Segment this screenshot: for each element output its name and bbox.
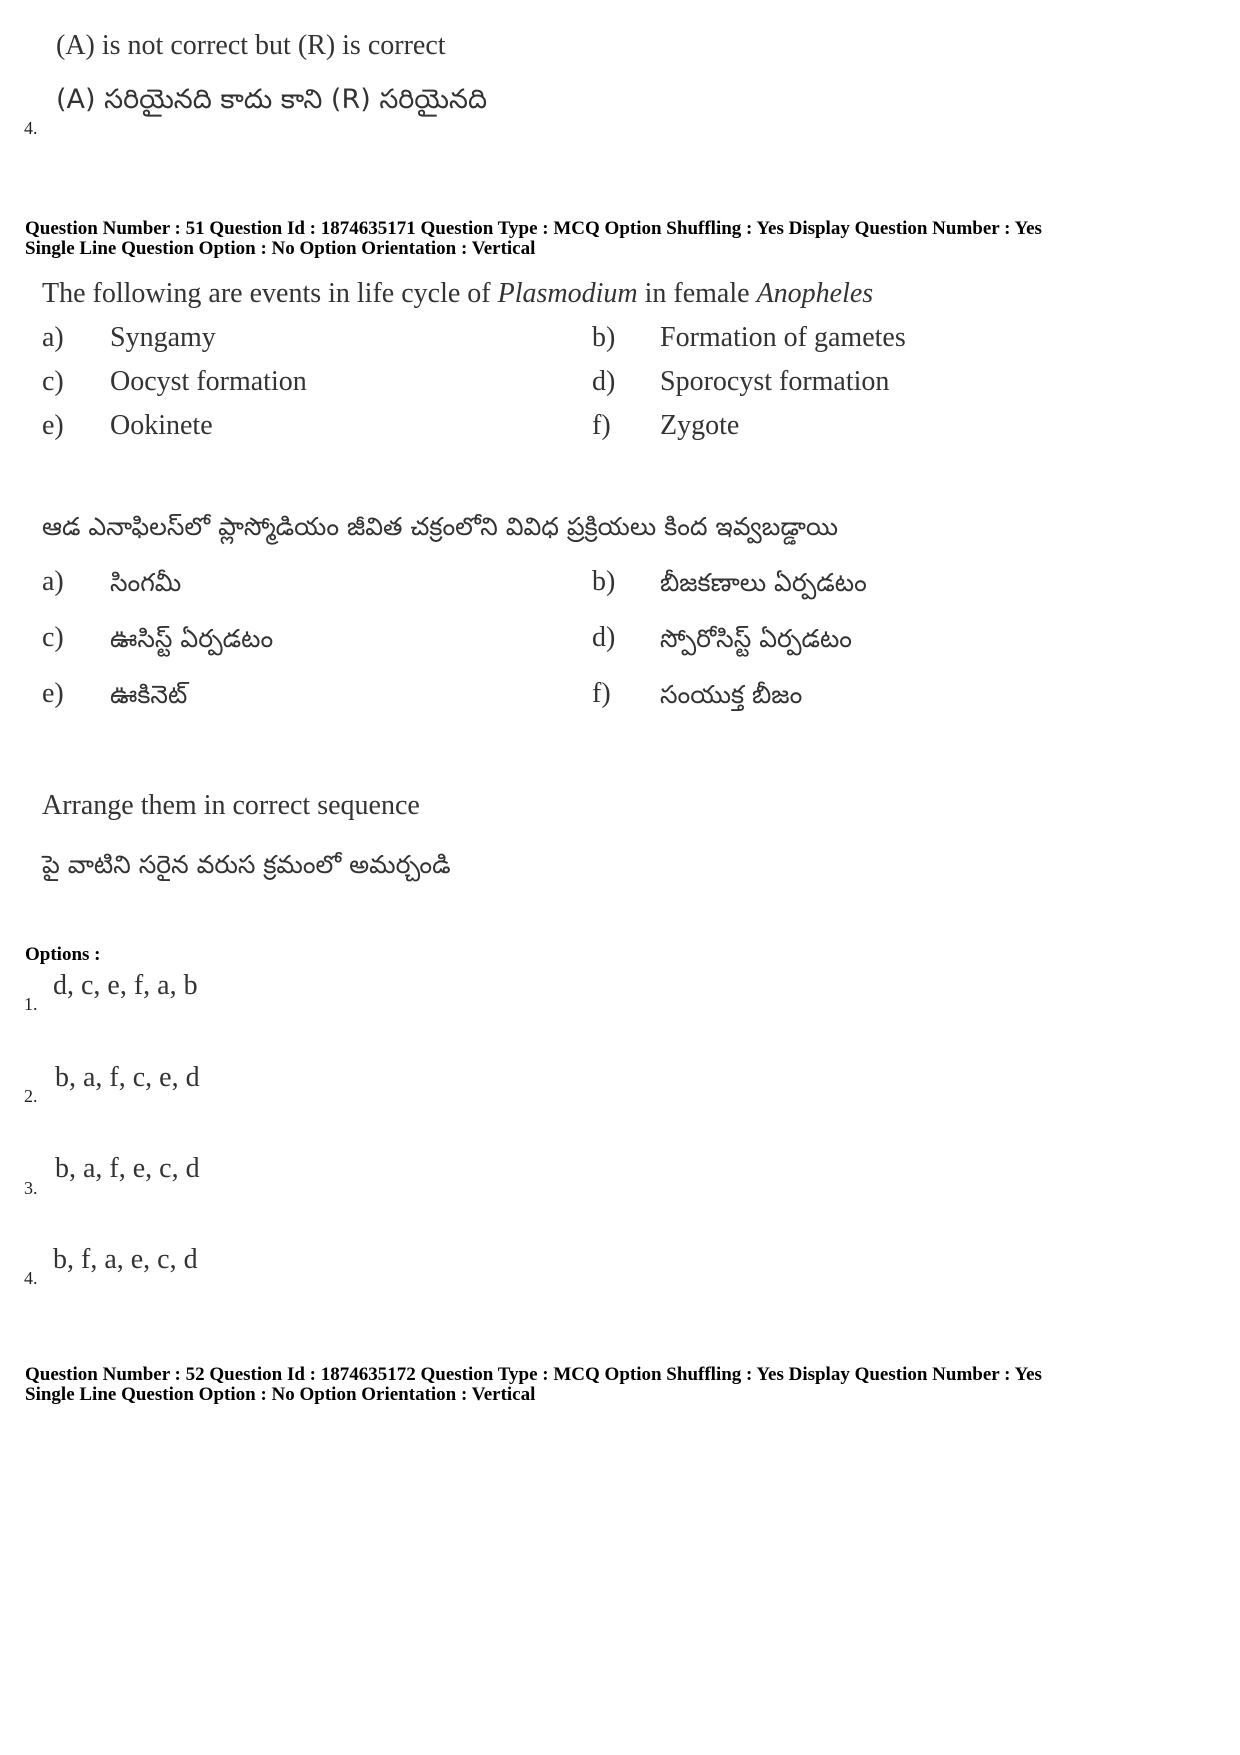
event-text: స్పోరోసిస్ట్ ఏర్పడటం [660, 624, 852, 653]
prev-option-4-te: (A) సరియైనది కాదు కాని (R) సరియైనది [56, 84, 488, 115]
q51-stem-en-pre: The following are events in life cycle of [42, 278, 498, 309]
event-text: సింగమీ [110, 568, 182, 597]
q51-stem-en-host: Anopheles [756, 278, 874, 309]
event-letter: f) [592, 410, 611, 441]
event-text: ఊకినెట్ [110, 680, 188, 709]
event-text: Formation of gametes [660, 322, 906, 353]
options-label: Options : [25, 944, 101, 965]
event-letter: a) [42, 566, 64, 597]
event-letter: a) [42, 322, 64, 353]
q51-stem-en-mid: in female [637, 278, 757, 309]
event-letter: b) [592, 322, 616, 353]
event-letter: d) [592, 366, 616, 397]
event-letter: c) [42, 366, 64, 397]
event-text: Syngamy [110, 322, 216, 353]
q51-instruction-en: Arrange them in correct sequence [42, 790, 420, 821]
option-text[interactable]: b, f, a, e, c, d [53, 1244, 198, 1275]
event-text: Zygote [660, 410, 740, 441]
event-letter: b) [592, 566, 616, 597]
option-text[interactable]: b, a, f, c, e, d [55, 1062, 200, 1093]
event-letter: f) [592, 678, 611, 709]
option-text[interactable]: b, a, f, e, c, d [55, 1153, 200, 1184]
event-text: Sporocyst formation [660, 366, 890, 397]
event-text: Ookinete [110, 410, 213, 441]
option-number: 2. [24, 1086, 38, 1106]
q51-meta-line1: Question Number : 51 Question Id : 1874635171 Question Type : MCQ Option Shuffling : Yes Display Question Number : Yes [25, 218, 1042, 239]
q51-meta-line2: Single Line Question Option : No Option Orientation : Vertical [25, 238, 536, 259]
event-text: ఊసిస్ట్ ఏర్పడటం [110, 624, 274, 653]
event-letter: e) [42, 678, 64, 709]
q51-stem-te: ఆడ ఎనాఫిలస్‌లో ప్లాస్మోడియం జీవిత చక్రంలోని వివిధ ప్రక్రియలు కింద ఇవ్వబడ్డాయి [42, 512, 839, 541]
event-letter: c) [42, 622, 64, 653]
event-text: సంయుక్త బీజం [660, 680, 803, 709]
prev-option-4-en: (A) is not correct but (R) is correct [56, 30, 446, 61]
q52-meta-line1: Question Number : 52 Question Id : 1874635172 Question Type : MCQ Option Shuffling : Yes Display Question Number : Yes [25, 1364, 1042, 1385]
option-number: 1. [24, 994, 38, 1014]
event-text: బీజకణాలు ఏర్పడటం [660, 568, 867, 597]
option-number: 3. [24, 1178, 38, 1198]
q51-instruction-te: పై వాటిని సరైన వరుస క్రమంలో అమర్చండి [42, 850, 451, 879]
option-text[interactable]: d, c, e, f, a, b [53, 970, 198, 1001]
q51-stem-en [42, 278, 873, 310]
q51-stem-en-genus: Plasmodium [497, 278, 638, 309]
option-number: 4. [24, 1268, 38, 1288]
event-letter: e) [42, 410, 64, 441]
event-text: Oocyst formation [110, 366, 307, 397]
q52-meta-line2: Single Line Question Option : No Option Orientation : Vertical [25, 1384, 536, 1405]
event-letter: d) [592, 622, 616, 653]
prev-option-4-number: 4. [24, 118, 38, 138]
